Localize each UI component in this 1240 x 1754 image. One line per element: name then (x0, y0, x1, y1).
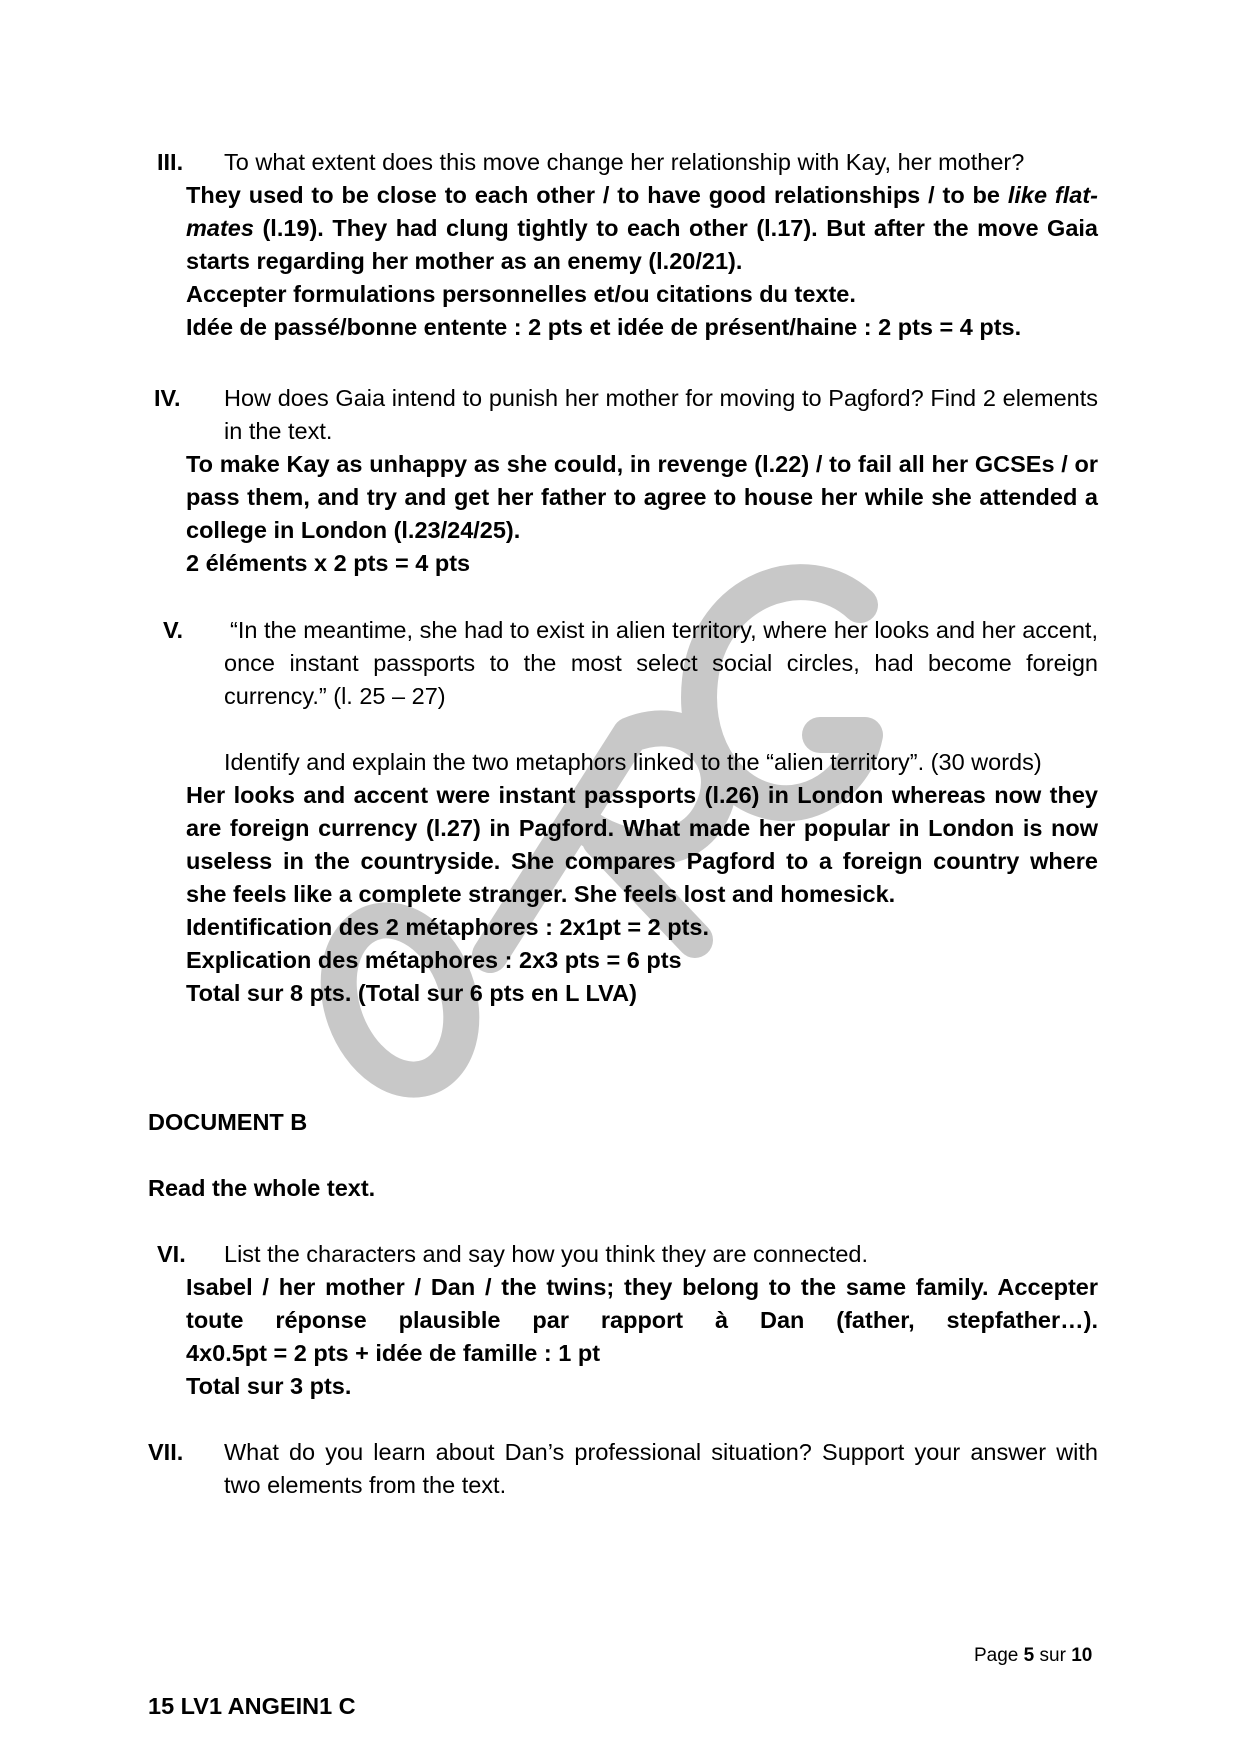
question-text: How does Gaia intend to punish her mother for moving to Pagford? Find 2 elements in the text. (224, 385, 1098, 444)
question-text: What do you learn about Dan’s professional situation? Support your answer with two elements from the text. (224, 1439, 1098, 1498)
scoring-line: Explication des métaphores : 2x3 pts = 6 pts (186, 947, 682, 973)
question-number: VII. (148, 1439, 184, 1465)
page-separator: sur (1039, 1645, 1066, 1666)
answer-line (186, 179, 1098, 278)
answer-text: (l.19). They had clung tightly to each other (l.17). But after the move Gaia starts regarding her mother as an enemy (l.20/21). (186, 215, 1098, 274)
answer-text: They used to be close to each other / to have good relationships / to be (186, 182, 1008, 208)
answer-key (186, 1271, 1098, 1403)
question-quote: “In the meantime, she had to exist in alien territory, where her looks and her accent, once instant passports to the most select social circles, had become foreign currency.” (l. 25 – 27) (224, 617, 1098, 709)
answer-line: To make Kay as unhappy as she could, in revenge (l.22) / to fail all her GCSEs / or pass them, and try and get her father to agree to house her while she attended a college in London (l.23/24/25). (186, 451, 1098, 543)
page-number (974, 1639, 1092, 1672)
scoring-line: Total sur 8 pts. (Total sur 6 pts en L LVA) (186, 980, 637, 1006)
question-text: Identify and explain the two metaphors linked to the “alien territory”. (30 words) (224, 749, 1042, 775)
question-number: V. (163, 617, 184, 643)
question-text: List the characters and say how you think they are connected. (224, 1241, 869, 1267)
question-number: VI. (157, 1241, 186, 1267)
answer-quote: like flat-mates (186, 182, 1098, 241)
scoring-line: 4x0.5pt = 2 pts + idée de famille : 1 pt (186, 1340, 601, 1366)
exam-code: 15 LV1 ANGEIN1 C (148, 1693, 356, 1719)
answer-key (186, 179, 1098, 344)
section-instruction: Read the whole text. (148, 1175, 376, 1201)
scoring-line: Total sur 3 pts. (186, 1373, 352, 1399)
scoring-line: 2 éléments x 2 pts = 4 pts (186, 550, 471, 576)
page-label: Page (974, 1645, 1019, 1666)
page-current: 5 (1023, 1645, 1035, 1666)
answer-line: Accepter formulations personnelles et/ou citations du texte. (186, 281, 856, 307)
question-number: IV. (154, 385, 181, 411)
section-heading: DOCUMENT B (148, 1109, 308, 1135)
page-total: 10 (1071, 1645, 1093, 1666)
answer-key (186, 779, 1098, 1010)
scoring-line: Idée de passé/bonne entente : 2 pts et idée de présent/haine : 2 pts = 4 pts. (186, 314, 1022, 340)
question-number: III. (157, 149, 184, 175)
answer-line: Her looks and accent were instant passports (l.26) in London whereas now they are foreign currency (l.27) in Pagford. What made her popular in London is now useless in the countryside. She compares Pagford to a foreign country where she feels like a complete stranger. She feels lost and homesick. (186, 782, 1098, 907)
scoring-line: Identification des 2 métaphores : 2x1pt = 2 pts. (186, 914, 710, 940)
question-text: To what extent does this move change her relationship with Kay, her mother? (224, 149, 1025, 175)
answer-line: Isabel / her mother / Dan / the twins; they belong to the same family. Accepter toute réponse plausible par rapport à Dan (father, stepfather…). (186, 1274, 1098, 1333)
answer-key (186, 448, 1098, 580)
